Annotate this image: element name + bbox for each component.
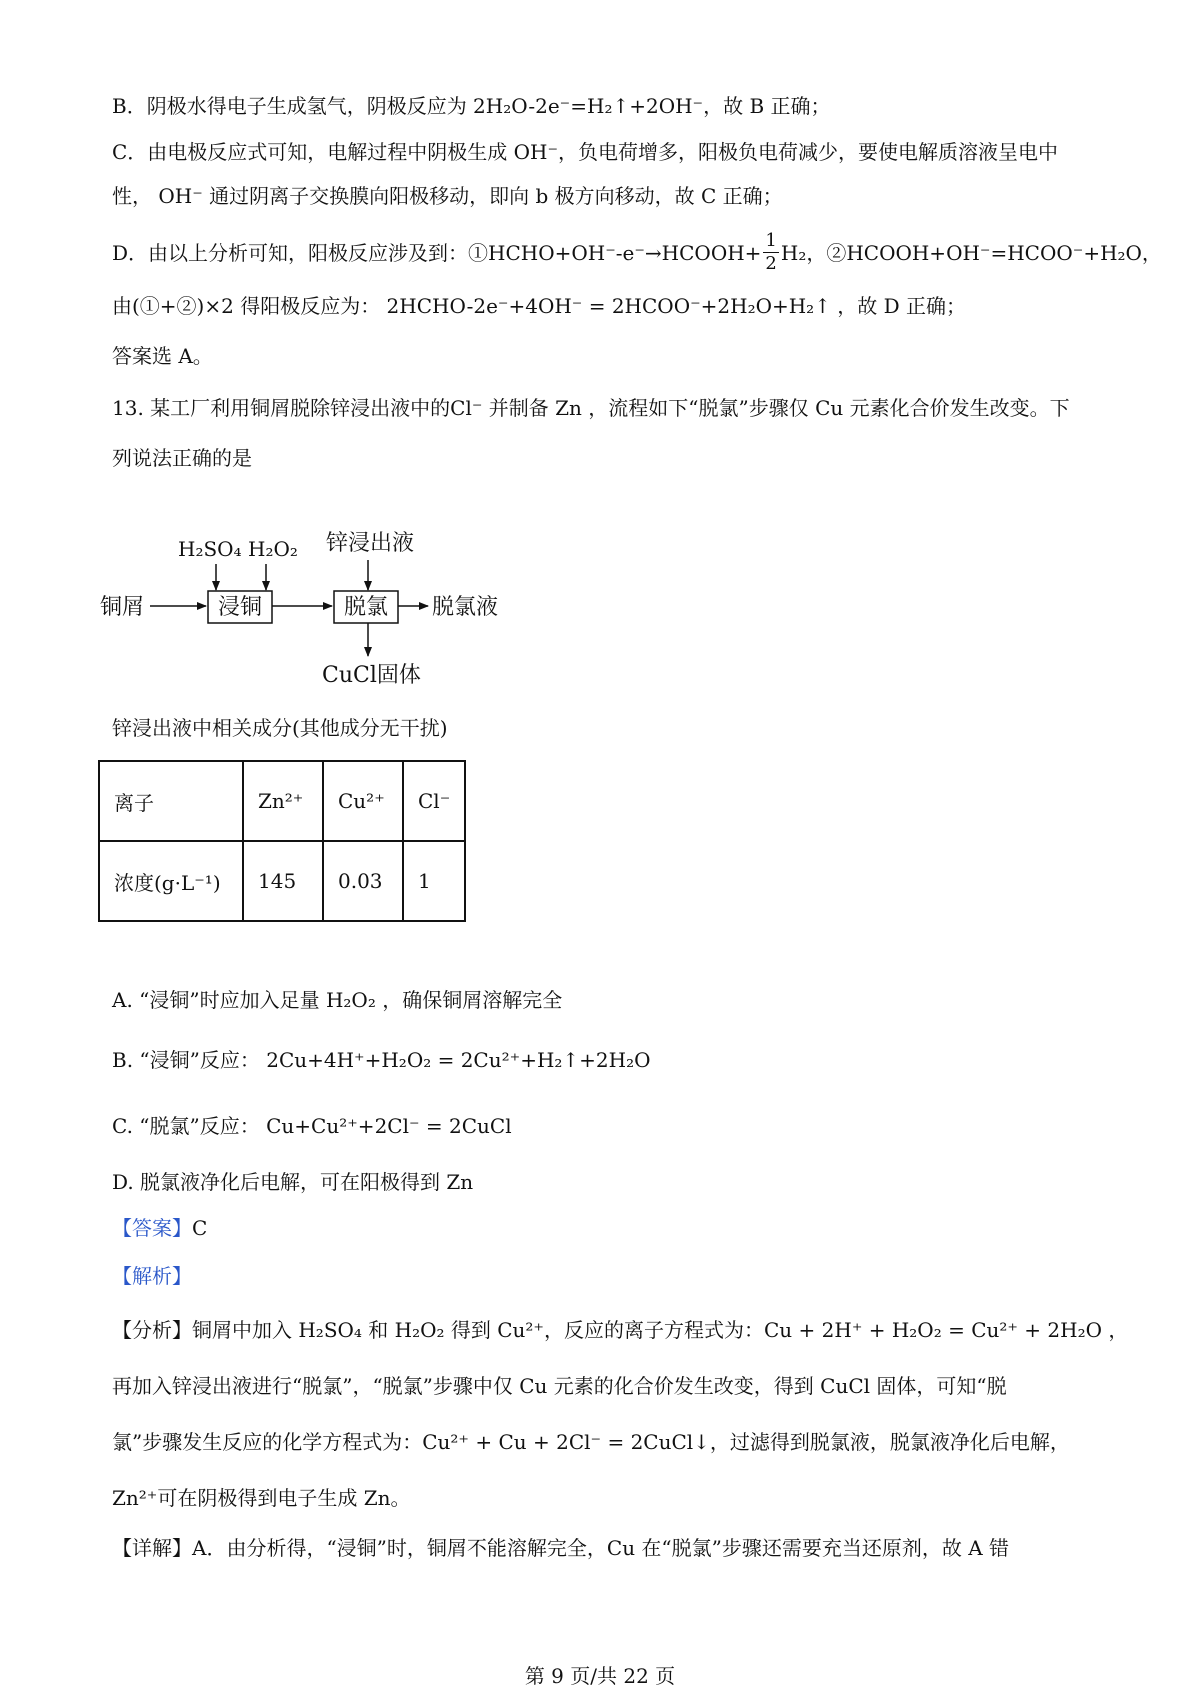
fraction-denominator: 2 — [765, 253, 777, 274]
analysis-sub-label: 【分析】 — [112, 1318, 192, 1342]
explanation-d-line1 — [112, 232, 1162, 277]
flow-leach-copper-label: 浸铜 — [218, 595, 263, 620]
table-cell: 1 — [403, 841, 465, 921]
option-c: C. “脱氯”反应： Cu+Cu²⁺+2Cl⁻ = 2CuCl — [112, 1114, 512, 1138]
answer-choice-prev: 答案选 A。 — [112, 344, 213, 368]
explanation-b: B．阴极水得电子生成氢气，阴极反应为 2H₂O-2e⁻=H₂↑+2OH⁻，故 B 正确； — [112, 94, 831, 118]
table-header-cell: Zn²⁺ — [243, 761, 323, 841]
table-row — [99, 841, 465, 921]
analysis-paragraph-line1 — [112, 1316, 1128, 1344]
detail-label: 【详解】 — [112, 1536, 192, 1560]
table-row — [99, 761, 465, 841]
table-header-cell: Cu²⁺ — [323, 761, 403, 841]
option-a: A. “浸铜”时应加入足量 H₂O₂ ，确保铜屑溶解完全 — [112, 988, 563, 1012]
table-cell: 0.03 — [323, 841, 403, 921]
analysis-heading — [112, 1262, 192, 1290]
table-cell: 145 — [243, 841, 323, 921]
explanation-c-line1: C．由电极反应式可知，电解过程中阴极生成 OH⁻，负电荷增多，阳极负电荷减少，要使电解质溶液呈电中 — [112, 140, 1059, 164]
option-d: D. 脱氯液净化后电解，可在阳极得到 Zn — [112, 1170, 474, 1194]
answer-line — [112, 1214, 207, 1242]
analysis-text: 铜屑中加入 H₂SO₄ 和 H₂O₂ 得到 Cu²⁺，反应的离子方程式为：Cu + 2H⁺ + H₂O₂ = Cu²⁺ + 2H₂O ， — [192, 1318, 1129, 1342]
question-13-line2: 列说法正确的是 — [112, 446, 252, 470]
explanation-c-line2: 性， OH⁻ 通过阴离子交换膜向阳极移动，即向 b 极方向移动，故 C 正确； — [112, 184, 783, 208]
answer-label: 【答案】 — [112, 1216, 192, 1240]
option-b: B. “浸铜”反应： 2Cu+4H⁺+H₂O₂ = 2Cu²⁺+H₂↑+2H₂O — [112, 1048, 651, 1072]
process-flow-diagram — [100, 520, 580, 710]
flow-dechlorinated-liquid-label: 脱氯液 — [432, 595, 499, 620]
question-13-line1: 13. 某工厂利用铜屑脱除锌浸出液中的Cl⁻ 并制备 Zn ，流程如下“脱氯”步骤仅 Cu 元素化合价发生改变。下 — [112, 396, 1070, 420]
explanation-d-post: H₂，②HCOOH+OH⁻=HCOO⁻+H₂O， — [780, 241, 1162, 265]
flow-cucl-solid-label: CuCl固体 — [322, 663, 421, 688]
page-number-footer: 第 9 页/共 22 页 — [524, 1664, 676, 1688]
ion-concentration-table — [98, 760, 466, 922]
explanation-d-pre: D．由以上分析可知，阳极反应涉及到：①HCHO+OH⁻-e⁻→HCOOH+ — [112, 241, 762, 265]
table-header-cell: 离子 — [99, 761, 243, 841]
detail-line — [112, 1534, 1009, 1562]
flow-dechlorinate-label: 脱氯 — [344, 595, 389, 620]
flow-h2o2-label: H₂O₂ — [248, 537, 298, 561]
analysis-paragraph-line3: 氯”步骤发生反应的化学方程式为：Cu²⁺ + Cu + 2Cl⁻ = 2CuCl↓，过滤得到脱氯液，脱氯液净化后电解， — [112, 1430, 1070, 1454]
table-cell: 浓度(g·L⁻¹) — [99, 841, 243, 921]
table-header-cell: Cl⁻ — [403, 761, 465, 841]
explanation-d-line2: 由(①+②)×2 得阳极反应为： 2HCHO-2e⁻+4OH⁻ = 2HCOO⁻+2H₂O+H₂↑ ，故 D 正确； — [112, 294, 967, 318]
flow-zinc-leach-label: 锌浸出液 — [326, 531, 415, 556]
fraction-one-half — [763, 230, 778, 275]
answer-value: C — [192, 1216, 208, 1240]
analysis-label: 【解析】 — [112, 1264, 192, 1288]
analysis-paragraph-line2: 再加入锌浸出液进行“脱氯”，“脱氯”步骤中仅 Cu 元素的化合价发生改变，得到 CuCl 固体，可知“脱 — [112, 1374, 1007, 1398]
fraction-numerator: 1 — [765, 230, 777, 251]
analysis-paragraph-line4: Zn²⁺可在阴极得到电子生成 Zn。 — [112, 1486, 411, 1510]
flow-copper-scrap-label: 铜屑 — [100, 595, 145, 620]
flow-h2so4-label: H₂SO₄ — [178, 537, 242, 561]
table-caption: 锌浸出液中相关成分(其他成分无干扰) — [112, 716, 448, 740]
detail-text: A．由分析得，“浸铜”时，铜屑不能溶解完全，Cu 在“脱氯”步骤还需要充当还原剂，故 A 错 — [192, 1536, 1010, 1560]
